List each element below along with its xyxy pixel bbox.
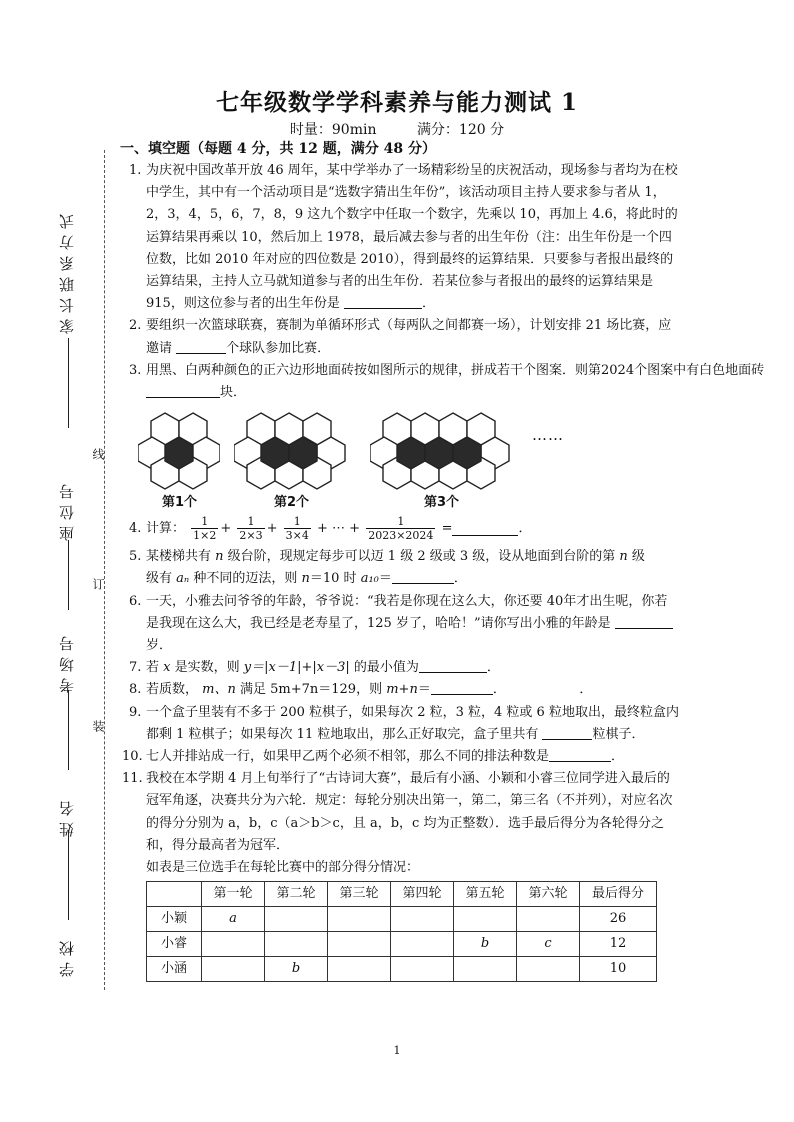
fill-line-contact xyxy=(68,338,69,428)
answer-blank[interactable] xyxy=(549,747,611,762)
question-text: 若 xyxy=(146,660,160,676)
question-8 xyxy=(120,679,680,701)
table-cell: 12 xyxy=(580,932,657,957)
equals-sign: ＝ xyxy=(378,571,392,587)
answer-blank[interactable] xyxy=(176,339,226,354)
question-number: 10. xyxy=(122,749,143,765)
question-number: 1. xyxy=(129,163,142,178)
question-text: 为庆祝中国改革开放 46 周年，某中学举办了一场精彩纷呈的庆祝活动，现场参与者均为在校中学生，其中有一个活动项目是“选数字猜出生年份”，该活动项目主持人要求参与者从 1，2，3，4，5，6，7，8，9 这九个数字中任取一个数字，先乘以 10，再加上 4.6，将此时的运算结果再乘以 10，然后加上 1978，最后减去参与者的出生年份（注：出生年份是一个四位数，比如 2010 年对应的四位数是 2010），得到最终的运算结果．只要参与者报出最终的运算结果，主持人立马就知道参与者的出生年份．若某位参与者报出的最终的运算结果是 915，则这位参与者的出生年份是 xyxy=(146,163,678,312)
question-9 xyxy=(120,702,680,746)
numerator: 1 xyxy=(366,515,435,529)
question-number: 7. xyxy=(129,660,142,676)
section-heading: 一、填空题（每题 4 分，共 12 题，满分 48 分） xyxy=(120,141,436,157)
var-x: x xyxy=(163,660,171,676)
fig-label-3: 第3个 xyxy=(424,495,460,511)
table-row xyxy=(147,957,657,982)
hex-figure-1 xyxy=(138,410,220,490)
question-text: 的最小值为 xyxy=(353,660,419,676)
table-cell: a xyxy=(229,911,237,927)
fraction-3 xyxy=(284,515,311,542)
numerator: 1 xyxy=(191,515,218,529)
table-cell xyxy=(328,957,391,982)
question-5: 5. 某楼梯共有 n 级台阶，现规定每步可以迈 1 级 2 级或 3 级，设从地面到台阶的第 n 级 级有 aₙ 种不同的迈法，则 n＝10 时 a₁₀＝ ． xyxy=(120,546,680,590)
fill-line-seat xyxy=(68,540,69,610)
question-list xyxy=(120,160,765,982)
question-text: 一天，小雅去问爷爷的年龄，爷爷说：“我若是你现在这么大，你还要 40年才出生呢，你若是我现在这么大，我已经是老寿星了，125 岁了，哈哈！”请你写出小雅的年龄是 xyxy=(146,593,668,631)
question-1 xyxy=(120,160,680,315)
var-n: n xyxy=(619,549,628,565)
question-text-tail: 个球队参加比赛． xyxy=(226,340,331,356)
var-mn: m、n xyxy=(202,682,236,698)
answer-blank[interactable] xyxy=(431,680,493,695)
hex-figure-3 xyxy=(370,410,510,490)
punct: ． xyxy=(486,660,500,676)
label-parent-contact: 家长联系方式 xyxy=(58,208,76,334)
table-cell xyxy=(265,932,328,957)
table-cell xyxy=(202,932,265,957)
punct: ． xyxy=(518,521,532,537)
question-2 xyxy=(120,315,680,359)
binding-dashed-line xyxy=(104,150,105,990)
question-text: 计算： xyxy=(146,521,186,537)
question-6 xyxy=(120,591,680,658)
table-row xyxy=(147,932,657,957)
header-cell: 第四轮 xyxy=(391,882,454,907)
row-label: 小颖 xyxy=(147,907,202,932)
question-text: 我校在本学期 4 月上旬举行了“古诗词大赛”，最后有小涵、小颖和小睿三位同学进入最后的冠军角逐，决赛共分为六轮．规定：每轮分别决出第一，第二，第三名（不并列），对应名次的得分分别为 a，b，c（a＞b＞c，且 a，b，c 均为正整数）．选手最后得分为各轮得分之和，得分最高者为冠军． xyxy=(146,771,673,853)
denominator: 1×2 xyxy=(193,529,217,543)
table-cell xyxy=(265,907,328,932)
table-intro: 如表是三位选手在每轮比赛中的部分得分情况： xyxy=(146,860,420,876)
punct: ． xyxy=(611,749,625,765)
question-text: 种不同的迈法，则 xyxy=(193,571,298,587)
table-cell: 10 xyxy=(580,957,657,982)
answer-blank[interactable] xyxy=(146,383,220,398)
answer-blank[interactable] xyxy=(542,725,592,740)
question-4: 4. 计算： $\frac{1}{1\times 2}$ + $\frac{1}{2\times 3}$ + $\frac{1}{3\times 4}$ + ⋯ + $\frac{1}{2023\times 2024}$ = ． xyxy=(120,512,680,546)
question-3 xyxy=(120,360,786,404)
equals-sign: ＝ xyxy=(417,682,431,698)
row-label: 小涵 xyxy=(147,957,202,982)
row-label: 小睿 xyxy=(147,932,202,957)
binding-mark-line: 线 xyxy=(91,448,105,460)
var-an: aₙ xyxy=(176,571,190,587)
question-text-tail: 粒棋子． xyxy=(592,726,645,742)
equals-sign: = xyxy=(441,521,453,537)
question-text: 要组织一次篮球联赛，赛制为单循环形式（每两队之间都赛一场），计划安排 21 场比赛，应邀请 xyxy=(146,318,672,356)
question-10 xyxy=(120,746,680,768)
table-cell xyxy=(328,932,391,957)
fraction-4 xyxy=(366,515,435,542)
page-number: 1 xyxy=(393,1044,401,1057)
denominator: 2×3 xyxy=(239,529,263,543)
header-cell: 第六轮 xyxy=(517,882,580,907)
var-sum: m+n xyxy=(386,682,418,698)
label-exam-room: 考场号 xyxy=(58,630,76,693)
header-cell: 第五轮 xyxy=(454,882,517,907)
fig-label-2: 第2个 xyxy=(274,495,310,511)
table-cell xyxy=(517,957,580,982)
hex-figure-2 xyxy=(234,410,346,490)
expression: y＝|x－1|+|x－3| xyxy=(243,660,350,676)
question-text: 级台阶，现规定每步可以迈 1 级 2 级或 3 级，设从地面到台阶的第 xyxy=(227,549,616,565)
fill-line-name xyxy=(68,830,69,920)
table-cell xyxy=(391,932,454,957)
punct: ． xyxy=(453,571,467,587)
table-cell xyxy=(454,907,517,932)
numerator: 1 xyxy=(284,515,311,529)
table-cell xyxy=(517,907,580,932)
header-cell: 第一轮 xyxy=(202,882,265,907)
question-number: 8. xyxy=(129,682,142,698)
fraction-1 xyxy=(191,515,218,542)
question-text: 一个盒子里装有不多于 200 粒棋子，如果每次 2 粒，3 粒，4 粒或 6 粒地取出，最终粒盒内都剩 1 粒棋子；如果每次 11 粒地取出，那么正好取完，盒子里共有 xyxy=(146,704,679,742)
table-cell: b xyxy=(480,936,490,952)
answer-blank[interactable] xyxy=(419,658,487,673)
punct: ． xyxy=(421,296,435,312)
table-cell xyxy=(202,957,265,982)
question-11 xyxy=(120,768,680,982)
var-a10: a₁₀ xyxy=(360,571,379,587)
fill-line-room xyxy=(68,690,69,770)
question-text: 若质数， xyxy=(146,682,199,698)
header-cell: 最后得分 xyxy=(580,882,657,907)
header-cell: 第二轮 xyxy=(265,882,328,907)
exam-meta xyxy=(0,119,794,139)
var-n: n xyxy=(301,571,310,587)
header-cell xyxy=(147,882,202,907)
fig-label-1: 第1个 xyxy=(162,495,198,511)
binding-mark-staple: 订 xyxy=(91,578,105,590)
table-cell: 26 xyxy=(580,907,657,932)
question-number: 6. xyxy=(129,593,142,609)
table-cell xyxy=(391,957,454,982)
continuation-ellipsis: …… xyxy=(532,426,564,445)
table-cell xyxy=(454,957,517,982)
question-number: 11. xyxy=(122,771,143,787)
punct: ． xyxy=(492,682,500,698)
question-text: 是实数，则 xyxy=(174,660,240,676)
table-cell xyxy=(391,907,454,932)
binding-mark-bind: 装 xyxy=(91,720,105,732)
table-header-row xyxy=(147,882,657,907)
header-cell: 第三轮 xyxy=(328,882,391,907)
punct: ． xyxy=(579,682,593,698)
question-text: ＝10 时 xyxy=(309,571,357,587)
table-cell xyxy=(328,907,391,932)
score-table xyxy=(146,881,657,982)
table-cell: b xyxy=(291,961,301,977)
question-7 xyxy=(120,657,680,679)
ellipsis-sum: + ⋯ + xyxy=(317,521,361,537)
question-number: 9. xyxy=(129,704,142,720)
label-seat-number: 座位号 xyxy=(58,478,76,541)
question-text: 七人并排站成一行，如果甲乙两个必须不相邻，那么不同的排法种数是 xyxy=(146,749,550,765)
hexagon-pattern-figures xyxy=(120,404,680,512)
table-cell: c xyxy=(544,936,552,952)
denominator: 3×4 xyxy=(285,529,309,543)
answer-blank[interactable] xyxy=(452,521,518,536)
denominator: 2023×2024 xyxy=(368,529,434,543)
answer-blank[interactable] xyxy=(344,294,422,309)
question-number: 2. xyxy=(129,318,142,334)
numerator: 1 xyxy=(237,515,264,529)
question-number: 3. xyxy=(129,362,142,378)
question-number: 4. xyxy=(129,521,142,537)
question-text: 级有 xyxy=(146,571,173,587)
fraction-2 xyxy=(237,515,264,542)
question-text-tail: 块． xyxy=(220,385,247,401)
label-name: 姓名 xyxy=(58,795,76,837)
question-number: 5. xyxy=(129,549,142,565)
question-text-tail: 岁． xyxy=(146,638,173,654)
question-text: 某楼梯共有 xyxy=(146,549,212,565)
answer-blank[interactable] xyxy=(392,569,454,584)
table-row xyxy=(147,907,657,932)
answer-blank[interactable] xyxy=(615,614,673,629)
var-n: n xyxy=(215,549,224,565)
label-school: 学校 xyxy=(58,935,76,977)
question-text: 满足 5m+7n＝129，则 xyxy=(240,682,383,698)
time-limit: 时量：90min xyxy=(289,122,377,138)
page-title: 七年级数学学科素养与能力测试 1 xyxy=(215,89,578,116)
question-text: 用黑、白两种颜色的正六边形地面砖按如图所示的规律，拼成若干个图案．则第2024个图案中有白色地面砖 xyxy=(146,362,765,378)
full-score: 满分：120 分 xyxy=(416,122,505,138)
